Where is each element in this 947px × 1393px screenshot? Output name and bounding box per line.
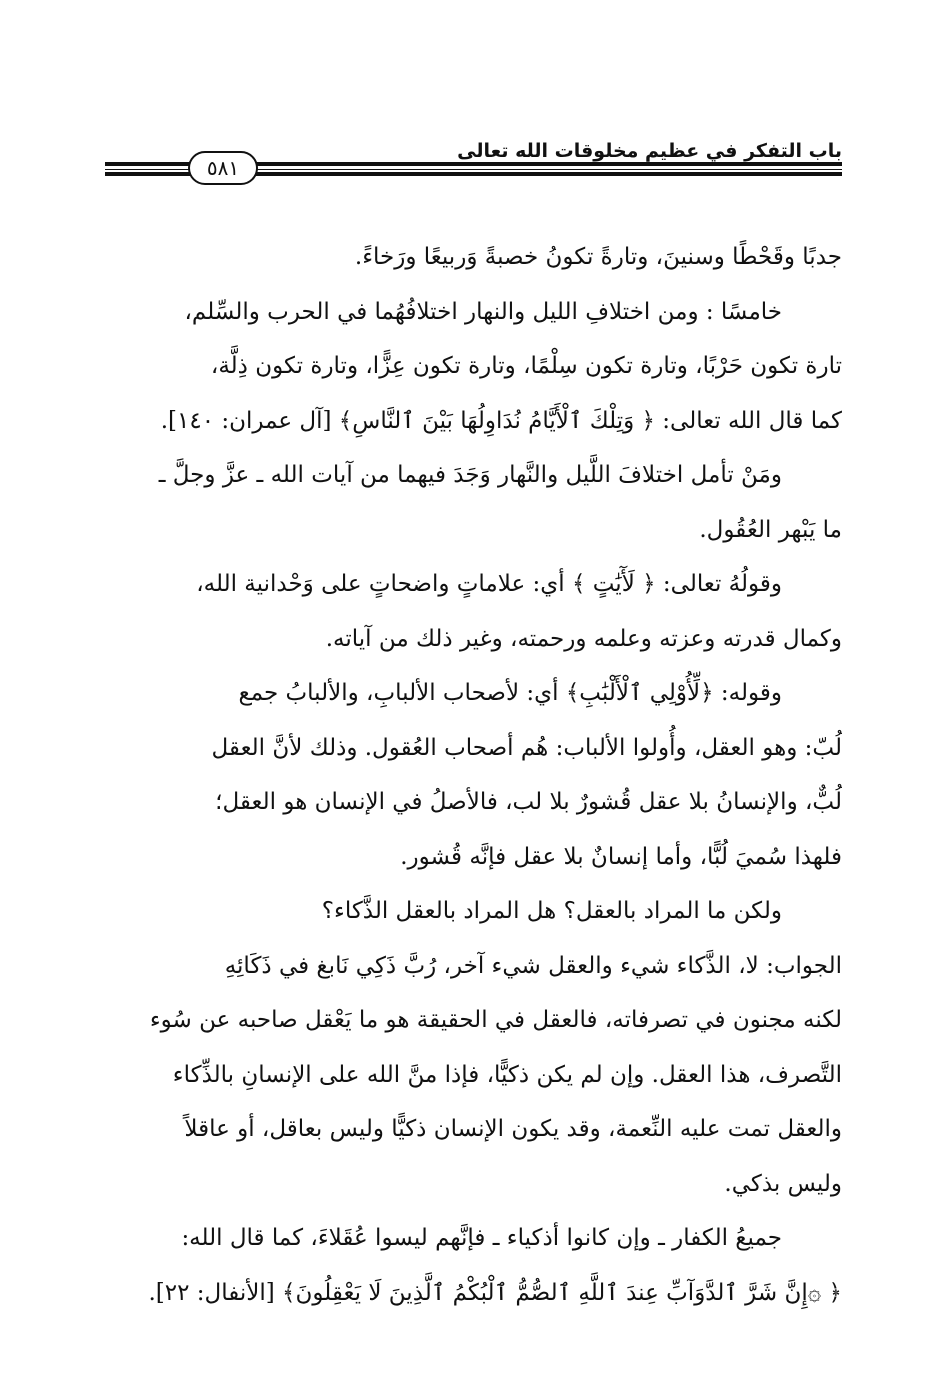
- body-text: [105, 230, 842, 1320]
- text-line: وليس بذكي.: [724, 1170, 842, 1197]
- text-line: وكمال قدرته وعزته وعلمه ورحمته، وغير ذلك من آياته.: [325, 625, 842, 652]
- text-line: وقولُهُ تعالى: ﴿ لَأٓيَٰتٍ ﴾ أي: علاماتٍ واضحاتٍ على وَحْدانية الله،: [196, 571, 782, 597]
- page-number: ٥٨١: [188, 151, 258, 185]
- text-line: لُبٌّ، والإنسانُ بلا عقل قُشورٌ بلا لب، فالأصلُ في الإنسان هو العقل؛: [215, 789, 842, 815]
- text-line: تارة تكون حَرْبًا، وتارة تكون سِلْمًا، وتارة تكون عِزًّا، وتارة تكون ذِلَّة،: [210, 353, 842, 379]
- text-line: جميعُ الكفار ـ وإن كانوا أذكياء ـ فإنَّهم ليسوا عُقَلاءَ، كما قال الله:: [181, 1225, 782, 1251]
- text-line: والعقل تمت عليه النِّعمة، وقد يكون الإنسان ذكيًّا وليس بعاقل، أو عاقلاً: [184, 1116, 842, 1142]
- text-line: ومَنْ تأمل اختلافَ اللَّيل والنَّهار وَجَدَ فيهما من آيات الله ـ عزَّ وجلَّ ـ: [158, 462, 782, 488]
- text-line: ﴿ ۞إِنَّ شَرَّ ٱلدَّوَآبِّ عِندَ ٱللَّهِ ٱلصُّمُّ ٱلْبُكْمُ ٱلَّذِينَ لَا يَعْقِلُونَ﴾ [الأنفال: ٢٢].: [148, 1279, 842, 1306]
- text-line: خامسًا : ومن اختلافِ الليل والنهار اختلافُهُما في الحرب والسِّلم،: [184, 298, 782, 325]
- text-line: فلهذا سُميَ لُبًّا، وأما إنسانٌ بلا عقل فإنَّه قُشور.: [400, 843, 842, 870]
- running-header: باب التفكر في عظيم مخلوقات الله تعالى: [457, 140, 842, 162]
- text-line: التَّصرف، هذا العقل. وإن لم يكن ذكيًّا، فإذا منَّ الله على الإنسانِ بالذِّكاء: [172, 1061, 842, 1088]
- text-line: وقوله: ﴿لِّأُوْلِي ٱلْأَلْبَٰبِ﴾ أي: لأصحاب الألبابِ، والألبابُ جمع: [238, 680, 782, 706]
- text-line: جدبًا وقَحْطًا وسنينَ، وتارةً تكونُ خصبةً وَربيعًا ورَخاءً.: [354, 244, 842, 270]
- text-line: ما يَبْهر العُقُول.: [699, 516, 842, 543]
- text-line: كما قال الله تعالى: ﴿ وَتِلْكَ ٱلْأَيَّامُ نُدَاوِلُهَا بَيْنَ ٱلنَّاسِ﴾ [آل عمران: ١٤٠].: [160, 407, 842, 434]
- text-line: لُبّ: وهو العقل، وأُولوا الألباب: هُم أصحاب العُقول. وذلك لأنَّ العقل: [211, 734, 842, 761]
- text-line: الجواب: لا، الذَّكاء شيء والعقل شيء آخر، رُبَّ ذَكِي نَابغ في ذَكَائِهِ: [224, 952, 842, 979]
- text-line: لكنه مجنون في تصرفاته، فالعقل في الحقيقة هو ما يَعْقل صاحبه عن سُوء: [149, 1007, 842, 1033]
- text-line: ولكن ما المراد بالعقل؟ هل المراد بالعقل الذَّكاء؟: [321, 898, 782, 924]
